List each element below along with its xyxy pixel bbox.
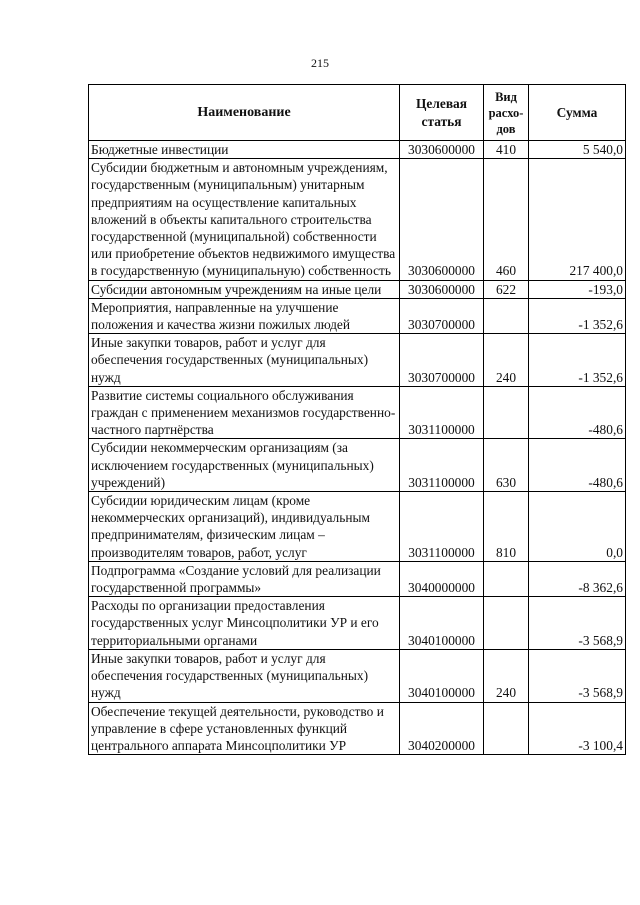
row-target-article: 3040000000 <box>400 561 484 596</box>
row-target-article: 3030700000 <box>400 298 484 333</box>
row-target-article: 3040200000 <box>400 702 484 755</box>
row-sum: -3 568,9 <box>529 649 626 702</box>
table-row <box>89 280 626 298</box>
row-name: Субсидии бюджетным и автономным учреждениям, государственным (муниципальным) унитарным предприятиям на осуществление капитальных вложений в объекты капитального строительства государственной (муниципальной) собственности или приобретение объектов недвижимого имущества в государственную (муниципальную) собственность <box>89 159 400 280</box>
table-row <box>89 702 626 755</box>
row-expense-type: 810 <box>484 492 529 562</box>
header-target-article: Целевая статья <box>400 85 484 141</box>
row-sum: -3 568,9 <box>529 597 626 650</box>
row-name: Мероприятия, направленные на улучшение положения и качества жизни пожилых людей <box>89 298 400 333</box>
row-name: Расходы по организации предоставления государственных услуг Минсоцполитики УР и его территориальными органами <box>89 597 400 650</box>
row-target-article: 3031100000 <box>400 439 484 492</box>
row-expense-type: 240 <box>484 649 529 702</box>
row-expense-type: 460 <box>484 159 529 280</box>
row-name: Иные закупки товаров, работ и услуг для обеспечения государственных (муниципальных) нужд <box>89 334 400 387</box>
table-row <box>89 597 626 650</box>
row-sum: -8 362,6 <box>529 561 626 596</box>
row-target-article: 3030600000 <box>400 280 484 298</box>
row-name: Субсидии некоммерческим организациям (за исключением государственных (муниципальных) учреждений) <box>89 439 400 492</box>
row-target-article: 3030600000 <box>400 141 484 159</box>
header-name: Наименование <box>89 85 400 141</box>
row-sum: -480,6 <box>529 439 626 492</box>
table-row <box>89 334 626 387</box>
table-row <box>89 561 626 596</box>
row-target-article: 3031100000 <box>400 386 484 439</box>
row-sum: -3 100,4 <box>529 702 626 755</box>
row-sum: -1 352,6 <box>529 298 626 333</box>
table-row <box>89 159 626 280</box>
row-sum: 0,0 <box>529 492 626 562</box>
table-row <box>89 439 626 492</box>
row-target-article: 3030600000 <box>400 159 484 280</box>
row-target-article: 3031100000 <box>400 492 484 562</box>
row-name: Подпрограмма «Создание условий для реализации государственной программы» <box>89 561 400 596</box>
budget-table <box>88 84 626 755</box>
row-sum: 217 400,0 <box>529 159 626 280</box>
row-target-article: 3040100000 <box>400 597 484 650</box>
row-expense-type: 622 <box>484 280 529 298</box>
table-header-row <box>89 85 626 141</box>
table-row <box>89 386 626 439</box>
row-name: Иные закупки товаров, работ и услуг для обеспечения государственных (муниципальных) нужд <box>89 649 400 702</box>
header-sum: Сумма <box>529 85 626 141</box>
row-expense-type: 410 <box>484 141 529 159</box>
row-sum: 5 540,0 <box>529 141 626 159</box>
row-name: Бюджетные инвестиции <box>89 141 400 159</box>
row-expense-type <box>484 386 529 439</box>
header-expense-type: Вид расхо-дов <box>484 85 529 141</box>
table-row <box>89 492 626 562</box>
row-expense-type <box>484 298 529 333</box>
row-name: Развитие системы социального обслуживания граждан с применением механизмов государственно-частного партнёрства <box>89 386 400 439</box>
row-name: Субсидии юридическим лицам (кроме некоммерческих организаций), индивидуальным предпринимателям, физическим лицам – производителям товаров, работ, услуг <box>89 492 400 562</box>
table-row <box>89 141 626 159</box>
row-name: Субсидии автономным учреждениям на иные цели <box>89 280 400 298</box>
row-sum: -1 352,6 <box>529 334 626 387</box>
row-sum: -193,0 <box>529 280 626 298</box>
table-row <box>89 649 626 702</box>
row-sum: -480,6 <box>529 386 626 439</box>
row-target-article: 3040100000 <box>400 649 484 702</box>
row-expense-type <box>484 702 529 755</box>
page-number: 215 <box>311 56 329 70</box>
row-expense-type: 630 <box>484 439 529 492</box>
row-expense-type <box>484 597 529 650</box>
row-expense-type <box>484 561 529 596</box>
row-name: Обеспечение текущей деятельности, руководство и управление в сфере установленных функций центрального аппарата Минсоцполитики УР <box>89 702 400 755</box>
table-row <box>89 298 626 333</box>
row-target-article: 3030700000 <box>400 334 484 387</box>
row-expense-type: 240 <box>484 334 529 387</box>
